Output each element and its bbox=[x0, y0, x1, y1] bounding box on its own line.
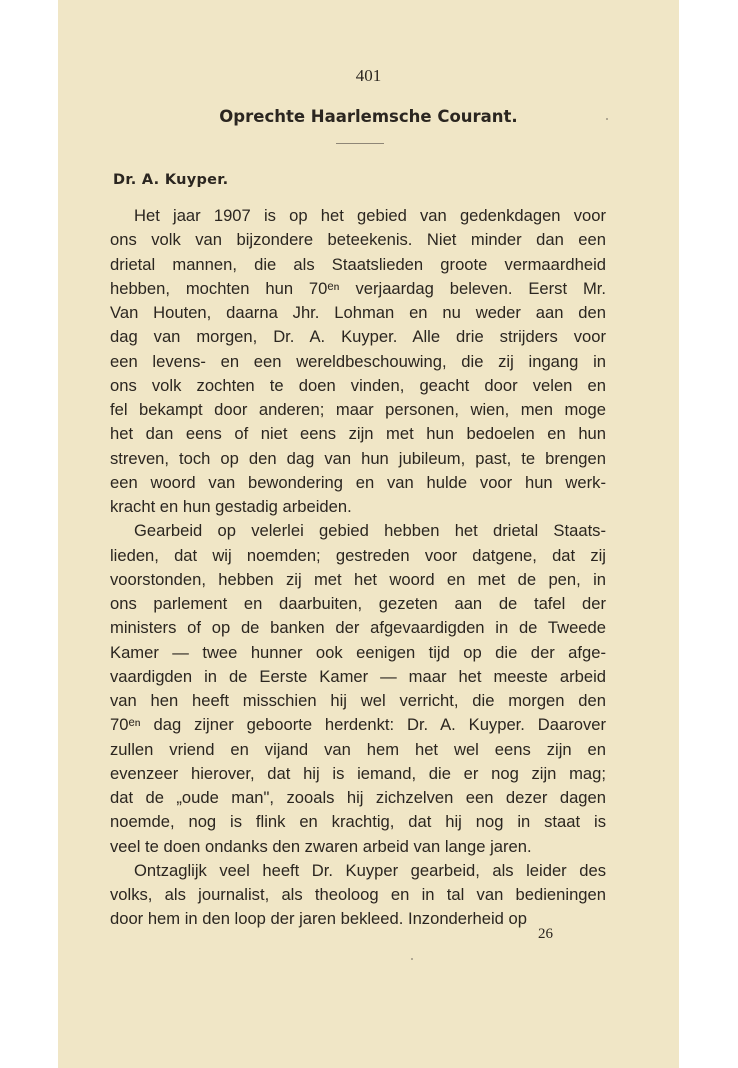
text-line: dat de „oude man", zooals hij zichzelven een dezer dagen bbox=[110, 788, 606, 807]
text-line: Ontzaglijk veel heeft Dr. Kuyper gearbeid, als leider des bbox=[134, 860, 606, 880]
text-line: Gearbeid op velerlei gebied hebben het drietal Staats- bbox=[134, 521, 606, 541]
text-line: Kamer — twee hunner ook eenigen tijd op die der afge- bbox=[110, 642, 606, 662]
paper-speck bbox=[411, 958, 413, 960]
text-line: het dan eens of niet eens zijn met hun bedoelen en hun bbox=[110, 424, 606, 444]
text-line: ons parlement en daarbuiten, gezeten aan de tafel der bbox=[110, 594, 606, 613]
text-line: zullen vriend en vijand van hem het wel eens zijn en bbox=[110, 739, 606, 759]
text-line: ons volk van bijzondere beteekenis. Niet minder dan een bbox=[110, 230, 606, 250]
article-body bbox=[110, 204, 606, 932]
text-line: door hem in den loop der jaren bekleed. Inzonderheid op bbox=[110, 909, 527, 929]
document-page bbox=[58, 0, 679, 1068]
text-line: ministers of op de banken der afgevaardigden in de Tweede bbox=[110, 618, 606, 638]
text-line: ons volk zochten te doen vinden, geacht door velen en bbox=[110, 375, 606, 395]
text-line: fel bekampt door anderen; maar personen, wien, men moge bbox=[110, 400, 606, 419]
text-line: een woord van bewondering en van hulde voor hun werk- bbox=[110, 472, 606, 492]
paper-speck bbox=[606, 118, 608, 120]
text-line: Van Houten, daarna Jhr. Lohman en nu weder aan den bbox=[110, 303, 606, 322]
text-line: volks, als journalist, als theoloog en in tal van bedieningen bbox=[110, 885, 606, 904]
text-line: voorstonden, hebben zij met het woord en met de pen, in bbox=[110, 569, 606, 589]
text-line: noemde, nog is flink en krachtig, dat hij nog in staat is bbox=[110, 812, 606, 832]
text-line: 70ᵉⁿ dag zijner geboorte herdenkt: Dr. A. Kuyper. Daarover bbox=[110, 715, 606, 735]
signature-mark: 26 bbox=[538, 926, 553, 942]
text-line: evenzeer hierover, dat hij is iemand, die er nog zijn mag; bbox=[110, 763, 606, 783]
text-line: een levens- en een wereldbeschouwing, die zij ingang in bbox=[110, 351, 606, 371]
title-divider bbox=[336, 143, 384, 144]
text-line: kracht en hun gestadig arbeiden. bbox=[110, 497, 352, 516]
section-heading: Dr. A. Kuyper. bbox=[113, 172, 229, 188]
text-line: van hen heeft misschien hij wel verricht, die morgen den bbox=[110, 691, 606, 710]
text-line: hebben, mochten hun 70ᵉⁿ verjaardag beleven. Eerst Mr. bbox=[110, 278, 606, 298]
text-line: Het jaar 1907 is op het gebied van gedenkdagen voor bbox=[134, 206, 606, 225]
text-line: streven, toch op den dag van hun jubileum, past, te brengen bbox=[110, 448, 606, 468]
text-line: lieden, dat wij noemden; gestreden voor datgene, dat zij bbox=[110, 545, 606, 565]
text-line: veel te doen ondanks den zwaren arbeid van lange jaren. bbox=[110, 836, 532, 856]
text-line: drietal mannen, die als Staatslieden groote vermaardheid bbox=[110, 254, 606, 274]
newspaper-title: Oprechte Haarlemsche Courant. bbox=[219, 107, 518, 126]
text-line: vaardigden in de Eerste Kamer — maar het meeste arbeid bbox=[110, 666, 606, 686]
page-number: 401 bbox=[355, 66, 382, 85]
text-line: dag van morgen, Dr. A. Kuyper. Alle drie strijders voor bbox=[110, 327, 606, 347]
